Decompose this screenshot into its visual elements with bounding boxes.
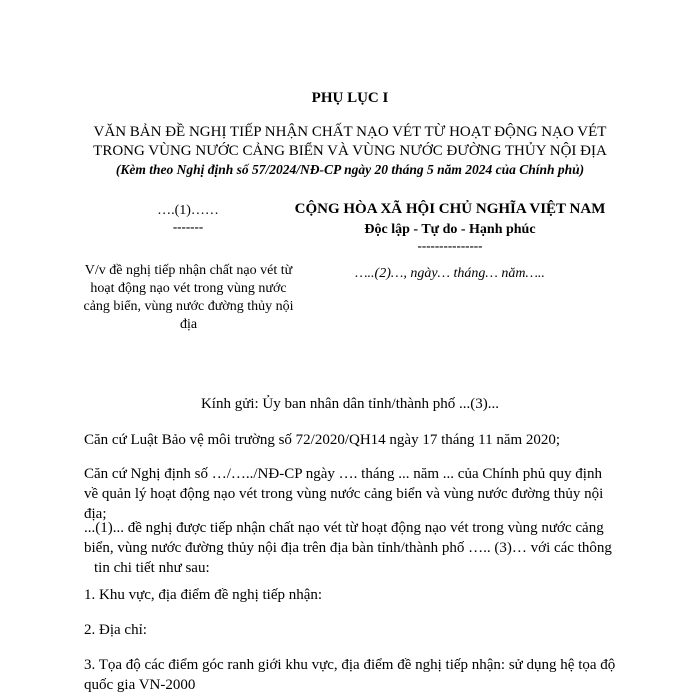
- document-title: [0, 123, 700, 161]
- item-address: 2. Địa chỉ:: [84, 622, 147, 638]
- annex-title: PHỤ LỤC I: [311, 90, 389, 106]
- request-paragraph-line-1: ...(1)... đề nghị được tiếp nhận chất nạo vét từ hoạt động nạo vét trong vùng nước cảng biển, vùng nước đường thủy nội địa trên địa bàn tỉnh/thành phố ….. (3)… với các thông: [84, 520, 612, 556]
- item-area-location: 1. Khu vực, địa điểm đề nghị tiếp nhận:: [84, 587, 323, 603]
- document-subtitle: (Kèm theo Nghị định số 57/2024/NĐ-CP ngày 20 tháng 5 năm 2024 của Chính phủ): [115, 162, 585, 177]
- document-title-line-1: VĂN BẢN ĐỀ NGHỊ TIẾP NHẬN CHẤT NẠO VÉT TỪ HOẠT ĐỘNG NẠO VÉT: [93, 124, 607, 140]
- recipient-greeting: Kính gửi: Ủy ban nhân dân tỉnh/thành phố ...(3)...: [200, 396, 500, 412]
- date-place: …..(2)…, ngày… tháng… năm…..: [355, 266, 545, 281]
- motto-divider: ---------------: [417, 238, 483, 253]
- national-title: CỘNG HÒA XÃ HỘI CHỦ NGHĨA VIỆT NAM: [294, 201, 606, 217]
- item-coordinates: 3. Tọa độ các điểm góc ranh giới khu vực, địa điểm đề nghị tiếp nhận: sử dụng hệ tọa độ quốc gia VN-2000: [84, 657, 616, 693]
- subject-line: V/v đề nghị tiếp nhận chất nạo vét từ hoạt động nạo vét trong vùng nước cảng biển, vùng nước đường thủy nội địa: [83, 263, 294, 332]
- national-motto: Độc lập - Tự do - Hạnh phúc: [364, 222, 536, 237]
- legal-basis-law: Căn cứ Luật Bảo vệ môi trường số 72/2020/QH14 ngày 17 tháng 11 năm 2020;: [84, 432, 561, 448]
- legal-basis-decree: Căn cứ Nghị định số …/…../NĐ-CP ngày …. tháng ... năm ... của Chính phủ quy định về quản lý hoạt động nạo vét trong vùng nước cảng biển và vùng nước đường thủy nội địa;: [84, 466, 604, 522]
- request-paragraph-line-2: tin chi tiết như sau:: [94, 560, 210, 576]
- request-paragraph: [84, 518, 618, 578]
- document-title-line-2: TRONG VÙNG NƯỚC CẢNG BIỂN VÀ VÙNG NƯỚC ĐƯỜNG THỦY NỘI ĐỊA: [93, 143, 607, 159]
- agency-divider: -------: [172, 219, 204, 234]
- agency-name: ….(1)……: [157, 203, 219, 218]
